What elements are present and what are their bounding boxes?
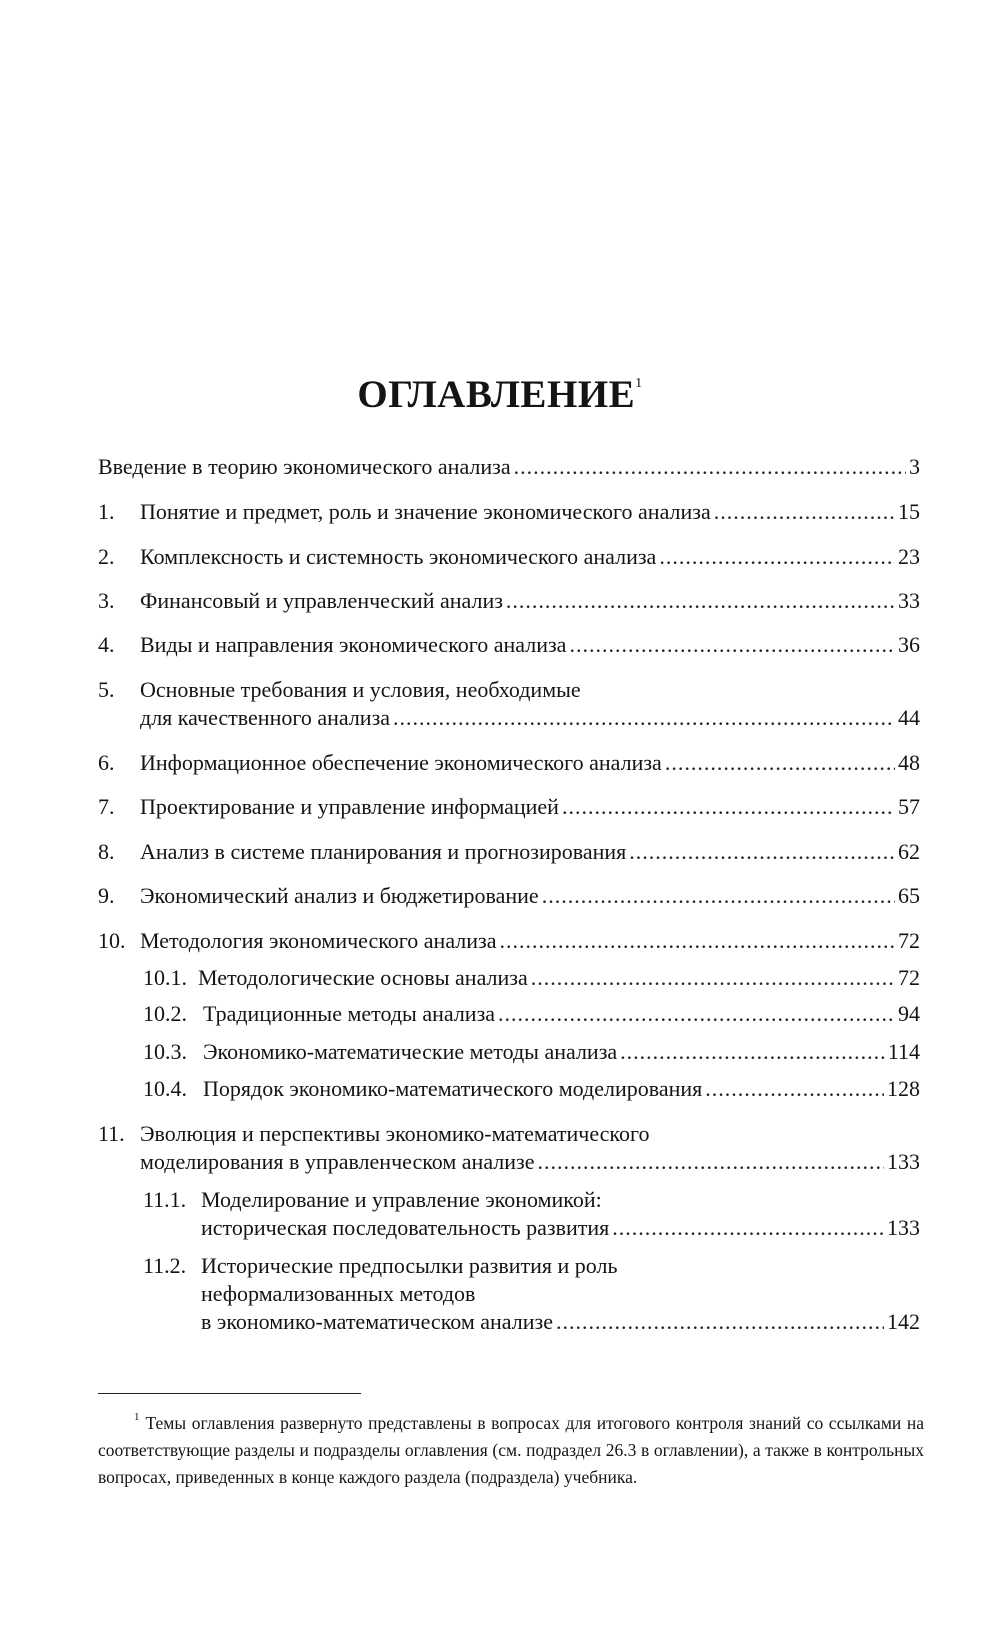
- toc-entry-number: 4.: [98, 632, 115, 657]
- toc-entry-title: Эволюция и перспективы экономико-математического: [140, 1121, 650, 1146]
- toc-leader-dots: [562, 793, 895, 821]
- toc-entry-title-cont: неформализованных методов: [201, 1281, 476, 1306]
- toc-entry-intro[interactable]: [98, 453, 920, 481]
- toc-entry-number: 5.: [98, 677, 115, 702]
- toc-leader-dots: [499, 927, 895, 955]
- toc-entry-number: 9.: [98, 883, 115, 908]
- toc-leader-dots: [705, 1075, 884, 1103]
- toc-page-number: 23: [898, 544, 920, 569]
- toc-entry[interactable]: [98, 838, 920, 866]
- toc-entry[interactable]: [98, 498, 920, 526]
- toc-page-number: 57: [898, 794, 920, 819]
- toc-subentry[interactable]: [143, 1038, 920, 1066]
- footnote-separator: [98, 1393, 361, 1394]
- toc-subentry[interactable]: [143, 1186, 920, 1242]
- toc-page-number: 133: [887, 1215, 920, 1240]
- toc-leader-dots: [665, 749, 895, 777]
- footnote-mark: 1: [134, 1411, 140, 1423]
- toc-entry-number: 6.: [98, 750, 115, 775]
- toc-subentry[interactable]: [143, 964, 920, 992]
- toc-leader-dots: [498, 1000, 895, 1028]
- toc-entry-title-cont: историческая последовательность развития: [201, 1215, 610, 1240]
- toc-entry-title: Методологические основы анализа: [198, 965, 528, 990]
- toc-entry-number: 11.1.: [143, 1187, 187, 1212]
- toc-entry-title: Порядок экономико-математического моделирования: [203, 1076, 703, 1101]
- toc-entry-title: Введение в теорию экономического анализа: [98, 454, 511, 479]
- toc-leader-dots: [506, 587, 895, 615]
- toc-page-number: 142: [887, 1309, 920, 1334]
- toc-subentry[interactable]: [143, 1000, 920, 1028]
- toc-page-number: 128: [887, 1076, 920, 1101]
- toc-entry-title: Экономико-математические методы анализа: [203, 1039, 618, 1064]
- toc-subentry[interactable]: [143, 1075, 920, 1103]
- toc-leader-dots: [612, 1214, 884, 1242]
- toc-page-number: 33: [898, 588, 920, 613]
- toc-entry[interactable]: [98, 927, 920, 955]
- toc-entry-number: 10.2.: [143, 1001, 187, 1026]
- toc-leader-dots: [542, 882, 895, 910]
- toc-page-number: 94: [898, 1001, 920, 1026]
- toc-subentry[interactable]: [143, 1252, 920, 1336]
- toc-page-number: 133: [887, 1149, 920, 1174]
- toc-leader-dots: [514, 453, 906, 481]
- toc-entry-title: Финансовый и управленческий анализ: [140, 588, 503, 613]
- toc-entry-title: Комплексность и системность экономического анализа: [140, 544, 657, 569]
- footnote-text: Темы оглавления развернуто представлены в вопросах для итогового контроля знаний со ссылками на соответствующие разделы и подразделы оглавления (см. подраздел 26.3 в оглавлении), а также в контрольных вопросах, приведенных в конце каждого раздела (подраздела) учебника.: [98, 1412, 924, 1487]
- toc-page-number: 15: [898, 499, 920, 524]
- toc-leader-dots: [393, 704, 895, 732]
- toc-entry[interactable]: [98, 749, 920, 777]
- toc-leader-dots: [531, 964, 895, 992]
- toc-entry-title: Традиционные методы анализа: [203, 1001, 496, 1026]
- toc-entry-number: 1.: [98, 499, 115, 524]
- toc-entry-title: Понятие и предмет, роль и значение экономического анализа: [140, 499, 711, 524]
- toc-page-number: 36: [898, 632, 920, 657]
- title-footnote-mark: 1: [635, 376, 643, 391]
- toc-entry-title: Основные требования и условия, необходимые: [140, 677, 581, 702]
- toc-entry-number: 7.: [98, 794, 115, 819]
- toc-entry[interactable]: [98, 543, 920, 571]
- toc-page-number: 44: [898, 705, 920, 730]
- toc-page-number: 114: [887, 1039, 920, 1064]
- toc-page-number: 3: [909, 454, 920, 479]
- toc-entry-title: Исторические предпосылки развития и роль: [201, 1253, 618, 1278]
- toc-entry-number: 10.4.: [143, 1076, 187, 1101]
- toc-entry[interactable]: [98, 1120, 920, 1176]
- toc-leader-dots: [629, 838, 895, 866]
- toc-entry-number: 11.2.: [143, 1253, 187, 1278]
- toc-page-number: 48: [898, 750, 920, 775]
- toc-entry-number: 8.: [98, 839, 115, 864]
- toc-leader-dots: [538, 1148, 885, 1176]
- page-title: [0, 372, 1000, 417]
- toc-entry-title-cont: в экономико-математическом анализе: [201, 1309, 553, 1334]
- toc-entry[interactable]: [98, 676, 920, 732]
- toc-entry-number: 10.: [98, 928, 126, 953]
- toc-leader-dots: [620, 1038, 885, 1066]
- toc-page-number: 72: [898, 928, 920, 953]
- toc-entry-number: 10.3.: [143, 1039, 187, 1064]
- toc-entry[interactable]: [98, 882, 920, 910]
- toc-page-number: 65: [898, 883, 920, 908]
- toc-entry[interactable]: [98, 587, 920, 615]
- toc-entry-title: Проектирование и управление информацией: [140, 794, 559, 819]
- toc-entry-title-cont: моделирования в управленческом анализе: [140, 1149, 535, 1174]
- toc-entry[interactable]: [98, 631, 920, 659]
- footnote: [98, 1406, 924, 1491]
- toc-page-number: 72: [898, 965, 920, 990]
- toc-entry-number: 11.: [98, 1121, 125, 1146]
- toc-leader-dots: [714, 498, 895, 526]
- toc-entry-number: 2.: [98, 544, 115, 569]
- toc-entry-title: Экономический анализ и бюджетирование: [140, 883, 539, 908]
- page-title-text: ОГЛАВЛЕНИЕ: [357, 373, 636, 416]
- toc-entry-title: Информационное обеспечение экономического анализа: [140, 750, 662, 775]
- toc-leader-dots: [659, 543, 895, 571]
- toc-entry-title: Анализ в системе планирования и прогнозирования: [140, 839, 627, 864]
- toc-leader-dots: [556, 1308, 884, 1336]
- toc-entry-title: Методология экономического анализа: [140, 928, 497, 953]
- toc-entry-number: 10.1.: [143, 965, 187, 990]
- toc-leader-dots: [569, 631, 895, 659]
- toc-entry-title: Виды и направления экономического анализа: [140, 632, 567, 657]
- toc-entry[interactable]: [98, 793, 920, 821]
- toc-entry-title: Моделирование и управление экономикой:: [201, 1187, 602, 1212]
- toc-entry-number: 3.: [98, 588, 115, 613]
- toc-page-number: 62: [898, 839, 920, 864]
- toc-entry-title-cont: для качественного анализа: [140, 705, 391, 730]
